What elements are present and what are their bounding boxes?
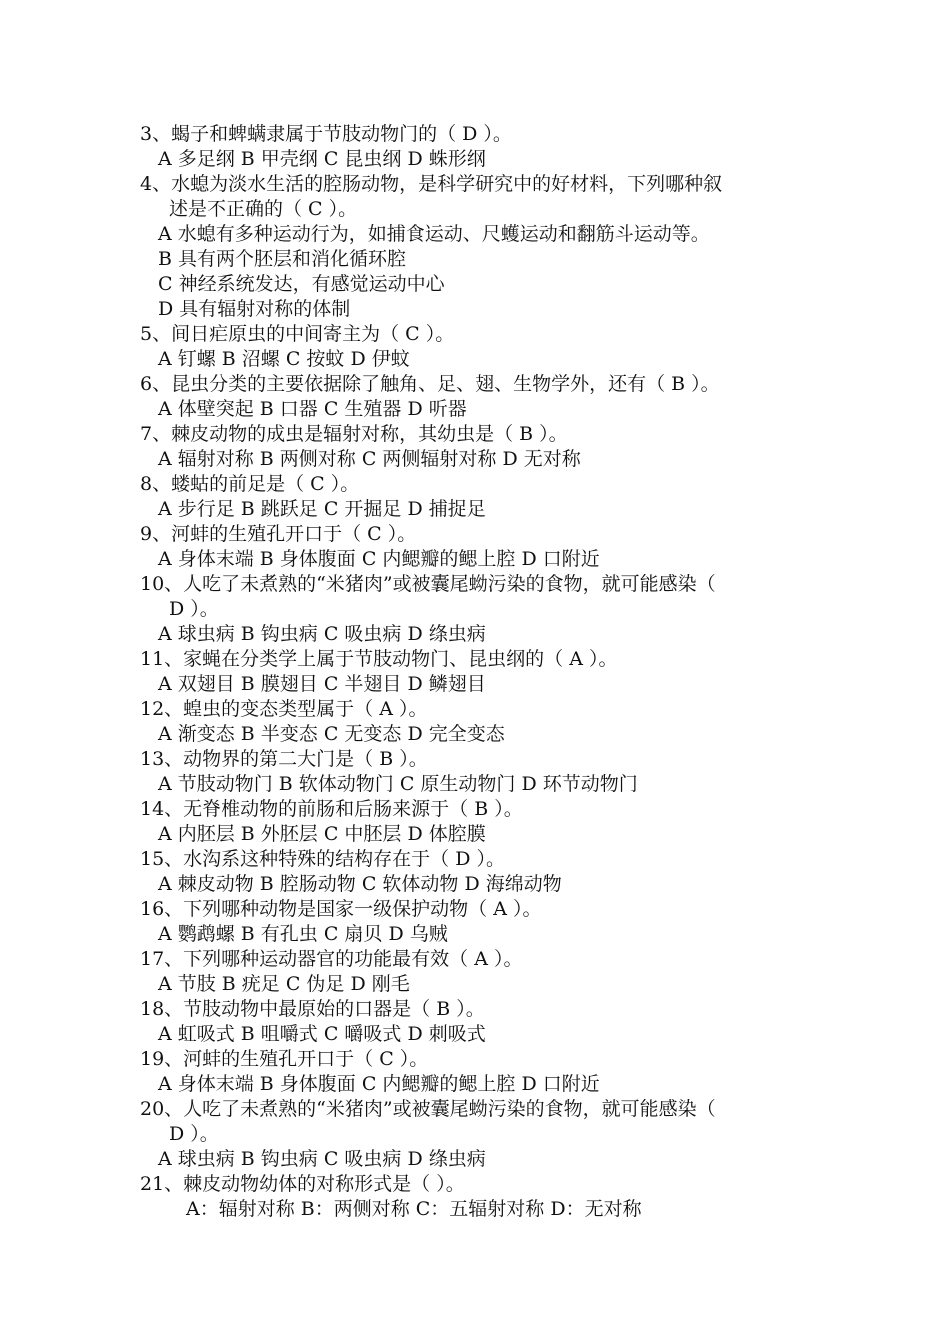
options-line: A 水螅有多种运动行为，如捕食运动、尺蠖运动和翻筋斗运动等。 [158,223,710,245]
options-line: A 鹦鹉螺 B 有孔虫 C 扇贝 D 乌贼 [158,923,448,945]
question-line: 15、水沟系这种特殊的结构存在于（ D ）。 [140,848,505,870]
question-line: 20、人吃了未煮熟的“米猪肉”或被囊尾蚴污染的食物，就可能感染（ [140,1098,716,1120]
options-line: A：辐射对称 B：两侧对称 C：五辐射对称 D：无对称 [186,1198,642,1220]
options-line: A 身体末端 B 身体腹面 C 内鳃瓣的鳃上腔 D 口附近 [158,1073,600,1095]
question-line: 12、蝗虫的变态类型属于（ A ）。 [140,698,428,720]
question-line: 4、水螅为淡水生活的腔肠动物，是科学研究中的好材料，下列哪种叙 [140,173,723,195]
question-line: 7、棘皮动物的成虫是辐射对称，其幼虫是（ B ）。 [140,423,568,445]
question-line: 17、下列哪种运动器官的功能最有效（ A ）。 [140,948,523,970]
options-line: A 钉螺 B 沼螺 C 按蚊 D 伊蚊 [158,348,410,370]
options-line: A 多足纲 B 甲壳纲 C 昆虫纲 D 蛛形纲 [158,148,486,170]
question-line: 14、无脊椎动物的前肠和后肠来源于（ B ）。 [140,798,523,820]
options-line: A 节肢 B 疣足 C 伪足 D 刚毛 [158,973,410,995]
question-line: 11、家蝇在分类学上属于节肢动物门、昆虫纲的（ A ）。 [140,648,618,670]
question-continuation: 述是不正确的（ C ）。 [169,198,358,220]
options-line: B 具有两个胚层和消化循环腔 [158,248,407,270]
options-line: A 步行足 B 跳跃足 C 开掘足 D 捕捉足 [158,498,486,520]
question-line: 10、人吃了未煮熟的“米猪肉”或被囊尾蚴污染的食物，就可能感染（ [140,573,716,595]
question-line: 19、河蚌的生殖孔开口于（ C ）。 [140,1048,429,1070]
options-line: A 体壁突起 B 口器 C 生殖器 D 听器 [158,398,467,420]
options-line: A 渐变态 B 半变态 C 无变态 D 完全变态 [158,723,505,745]
question-line: 9、河蚌的生殖孔开口于（ C ）。 [140,523,417,545]
options-line: D 具有辐射对称的体制 [158,298,351,320]
question-list [140,122,830,1222]
question-line: 13、动物界的第二大门是（ B ）。 [140,748,428,770]
question-line: 21、棘皮动物幼体的对称形式是（ ）。 [140,1173,465,1195]
options-line: A 内胚层 B 外胚层 C 中胚层 D 体腔膜 [158,823,486,845]
options-line: A 球虫病 B 钩虫病 C 吸虫病 D 绦虫病 [158,623,486,645]
options-line: A 棘皮动物 B 腔肠动物 C 软体动物 D 海绵动物 [158,873,562,895]
question-line: 5、间日疟原虫的中间寄主为（ C ）。 [140,323,455,345]
options-line: A 身体末端 B 身体腹面 C 内鳃瓣的鳃上腔 D 口附近 [158,548,600,570]
question-line: 8、蝼蛄的前足是（ C ）。 [140,473,360,495]
question-continuation: D ）。 [169,598,219,620]
options-line: A 虹吸式 B 咀嚼式 C 嚼吸式 D 刺吸式 [158,1023,486,1045]
options-line: A 双翅目 B 膜翅目 C 半翅目 D 鳞翅目 [158,673,486,695]
question-continuation: D ）。 [169,1123,219,1145]
question-line: 18、节肢动物中最原始的口器是（ B ）。 [140,998,485,1020]
options-line: A 球虫病 B 钩虫病 C 吸虫病 D 绦虫病 [158,1148,486,1170]
options-line: A 辐射对称 B 两侧对称 C 两侧辐射对称 D 无对称 [158,448,581,470]
question-line: 6、昆虫分类的主要依据除了触角、足、翅、生物学外，还有（ B ）。 [140,373,720,395]
question-line: 3、蝎子和蜱螨隶属于节肢动物门的（ D ）。 [140,123,512,145]
question-line: 16、下列哪种动物是国家一级保护动物（ A ）。 [140,898,542,920]
options-line: A 节肢动物门 B 软体动物门 C 原生动物门 D 环节动物门 [158,773,638,795]
options-line: C 神经系统发达，有感觉运动中心 [158,273,445,295]
